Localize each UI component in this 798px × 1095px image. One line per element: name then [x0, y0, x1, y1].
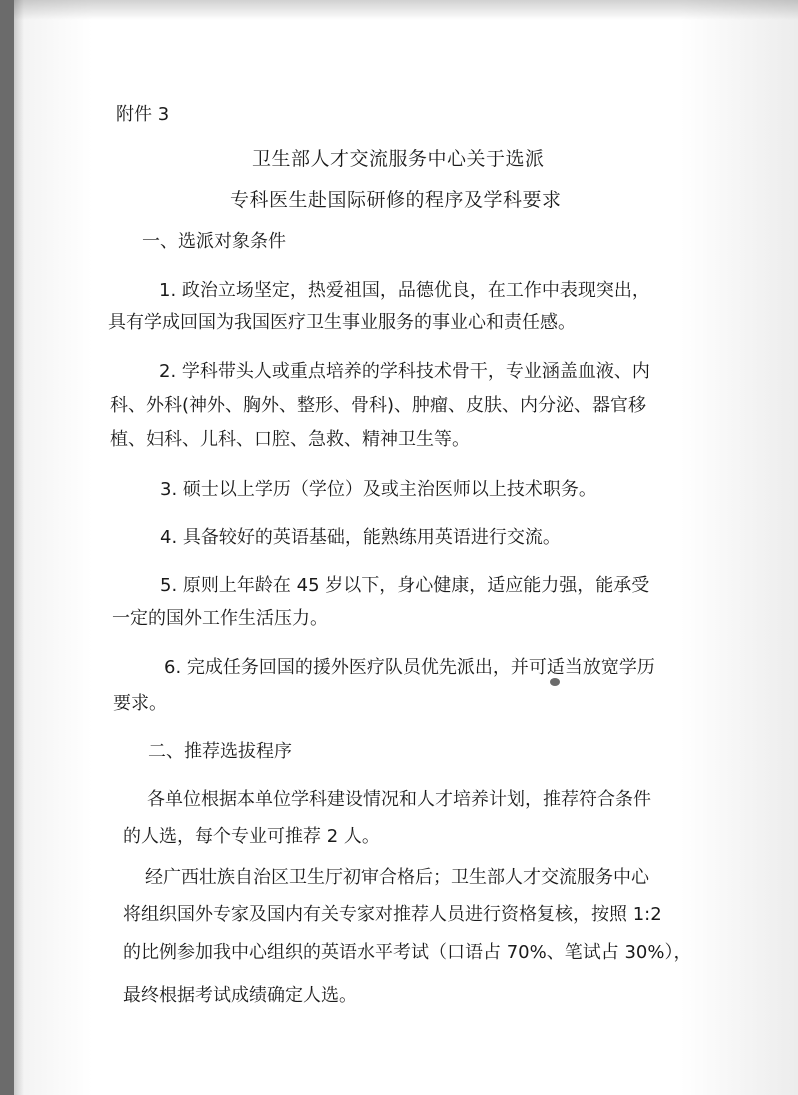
scan-shadow-left	[14, 0, 24, 1095]
attachment-label: 附件 3	[116, 104, 170, 125]
item-5-line-1: 5. 原则上年龄在 45 岁以下，身心健康，适应能力强，能承受	[160, 575, 650, 596]
section-2-heading: 二、推荐选拔程序	[148, 741, 292, 762]
scan-shadow-top	[14, 0, 798, 20]
item-6-line-2: 要求。	[113, 693, 167, 714]
paragraph-2-line-3: 的比例参加我中心组织的英语水平考试（口语占 70%、笔试占 30%），	[123, 942, 692, 963]
document-title-line-2: 专科医生赴国际研修的程序及学科要求	[230, 189, 562, 211]
item-2-line-3: 植、妇科、儿科、口腔、急救、精神卫生等。	[110, 429, 470, 450]
paragraph-2-line-2: 将组织国外专家及国内有关专家对推荐人员进行资格复核，按照 1:2	[123, 904, 662, 925]
item-2-line-1: 2. 学科带头人或重点培养的学科技术骨干，专业涵盖血液、内	[159, 361, 650, 382]
item-4-line-1: 4. 具备较好的英语基础，能熟练用英语进行交流。	[160, 527, 561, 548]
item-3-line-1: 3. 硕士以上学历（学位）及或主治医师以上技术职务。	[160, 479, 597, 500]
paragraph-1-line-1: 各单位根据本单位学科建设情况和人才培养计划，推荐符合条件	[147, 789, 651, 810]
document-title-line-1: 卫生部人才交流服务中心关于选派	[252, 148, 545, 170]
item-6-line-1: 6. 完成任务回国的援外医疗队员优先派出，并可适当放宽学历	[164, 657, 655, 678]
paragraph-2-line-4: 最终根据考试成绩确定人选。	[123, 985, 357, 1006]
paragraph-1-line-2: 的人选，每个专业可推荐 2 人。	[123, 826, 380, 847]
paragraph-2-line-1: 经广西壮族自治区卫生厅初审合格后；卫生部人才交流服务中心	[145, 867, 649, 888]
scan-speck	[550, 678, 560, 686]
item-1-line-1: 1. 政治立场坚定，热爱祖国，品德优良，在工作中表现突出，	[159, 280, 650, 301]
item-1-line-2: 具有学成回国为我国医疗卫生事业服务的事业心和责任感。	[108, 312, 576, 333]
section-1-heading: 一、选派对象条件	[142, 231, 286, 252]
item-5-line-2: 一定的国外工作生活压力。	[112, 608, 328, 629]
item-2-line-2: 科、外科(神外、胸外、整形、骨科)、肿瘤、皮肤、内分泌、器官移	[110, 395, 647, 416]
document-page	[14, 0, 798, 1095]
